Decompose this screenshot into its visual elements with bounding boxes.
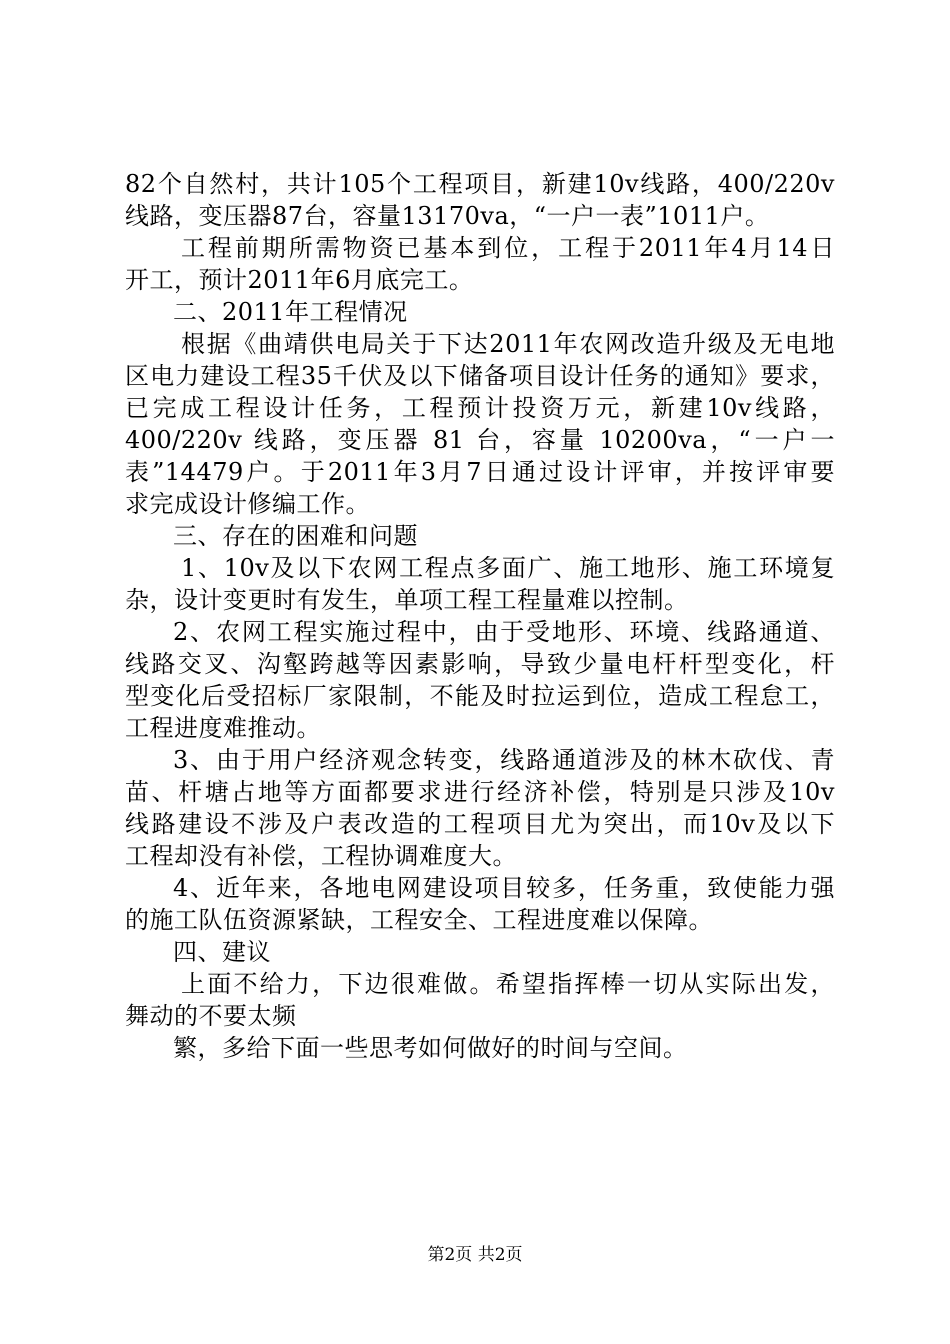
text-line: 4、近年来，各地电网建设项目较多，任务重，致使能力强 xyxy=(173,874,835,902)
text-line: 线路，变压器87台，容量13170va，“一户一表”1011户。 xyxy=(125,202,770,230)
text-line: 求完成设计修编工作。 xyxy=(125,490,370,518)
text-line: 繁，多给下面一些思考如何做好的时间与空间。 xyxy=(173,1034,688,1062)
document-body xyxy=(125,168,835,1064)
text-line: 工程进度难推动。 xyxy=(125,714,321,742)
text-line: 开工，预计2011年6月底完工。 xyxy=(125,266,474,294)
text-line: 区电力建设工程35千伏及以下储备项目设计任务的通知》要求， xyxy=(125,362,835,390)
text-line: 工程前期所需物资已基本到位，工程于2011年4月14日 xyxy=(181,234,835,262)
text-line: 3、由于用户经济观念转变，线路通道涉及的林木砍伐、青 xyxy=(173,746,835,774)
text-line: 400/220v 线路，变压器 81 台，容量 10200va，“一户一 xyxy=(125,426,835,454)
section-heading: 四、建议 xyxy=(173,938,271,966)
page-number: 第2页 共2页 xyxy=(427,1245,523,1265)
section-heading: 二、2011年工程情况 xyxy=(173,298,408,326)
text-line: 82个自然村，共计105个工程项目，新建10v线路，400/220v xyxy=(125,170,835,198)
text-line: 表”14479户。于2011年3月7日通过设计评审，并按评审要 xyxy=(125,458,835,486)
text-line: 型变化后受招标厂家限制，不能及时拉运到位，造成工程怠工， xyxy=(125,682,835,710)
page-footer xyxy=(0,1244,950,1266)
text-line: 工程却没有补偿，工程协调难度大。 xyxy=(125,842,517,870)
text-line: 杂，设计变更时有发生，单项工程工程量难以控制。 xyxy=(125,586,689,614)
text-line: 根据《曲靖供电局关于下达2011年农网改造升级及无电地 xyxy=(181,330,835,358)
text-line: 线路建设不涉及户表改造的工程项目尤为突出，而10v及以下 xyxy=(125,810,835,838)
text-line: 上面不给力，下边很难做。希望指挥棒一切从实际出发， xyxy=(181,970,835,998)
text-line: 2、农网工程实施过程中，由于受地形、环境、线路通道、 xyxy=(173,618,835,646)
text-line: 舞动的不要太频 xyxy=(125,1002,297,1030)
text-line: 1、10v及以下农网工程点多面广、施工地形、施工环境复 xyxy=(181,554,835,582)
text-line: 线路交叉、沟壑跨越等因素影响，导致少量电杆杆型变化，杆 xyxy=(125,650,835,678)
text-line: 的施工队伍资源紧缺，工程安全、工程进度难以保障。 xyxy=(125,906,713,934)
section-heading: 三、存在的困难和问题 xyxy=(173,522,418,550)
text-line: 已完成工程设计任务，工程预计投资万元，新建10v线路， xyxy=(125,394,835,422)
text-line: 苗、杆塘占地等方面都要求进行经济补偿，特别是只涉及10v xyxy=(125,778,835,806)
